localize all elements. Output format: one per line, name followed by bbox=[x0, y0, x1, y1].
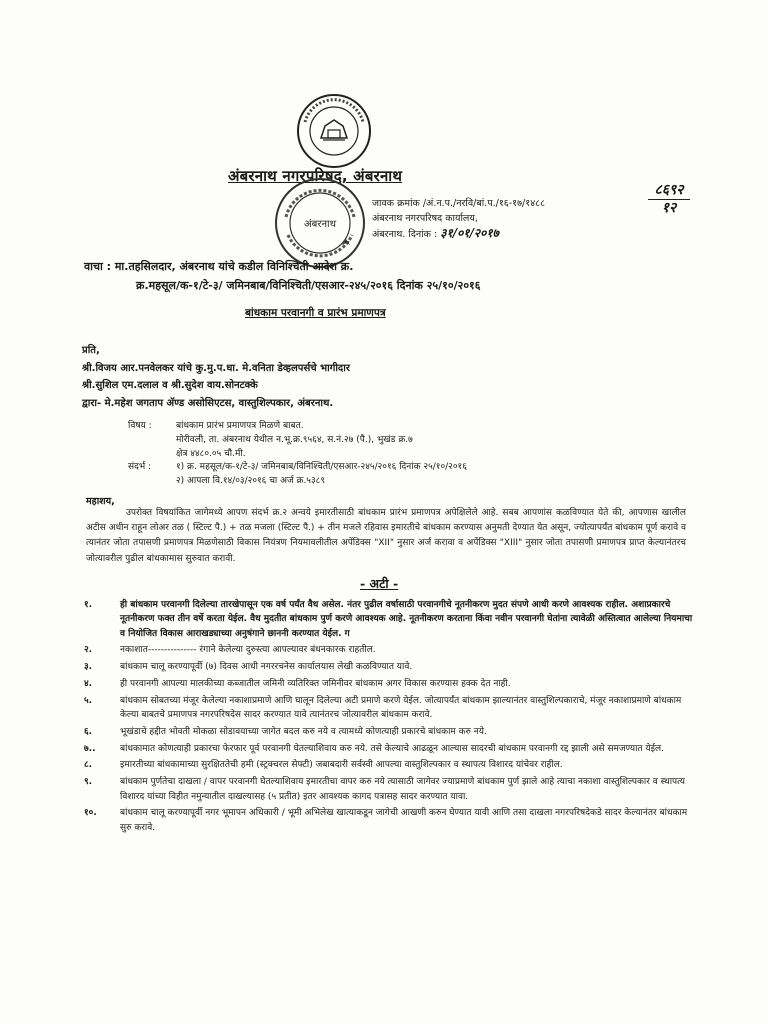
condition-text: बांधकाम चालू करण्यापूर्वी (७) दिवस आधी नगररचनेस कार्यालयास लेखी कळविण्यात यावे. bbox=[120, 662, 413, 673]
conditions-heading: - अटी - bbox=[360, 576, 399, 591]
condition-number: ४. bbox=[84, 678, 93, 689]
date-label: अंबरनाथ. दिनांक : bbox=[372, 229, 438, 240]
condition-item bbox=[84, 742, 696, 756]
subject-line-1: बांधकाम प्रारंभ प्रमाणपत्र मिळणे बाबत. bbox=[176, 421, 304, 431]
subject-line-2: मोरीवली, ता. अंबरनाथ येथील न.भू.क्र.९५६४, स.नं.२७ (पै.), भुखंड क्र.७ bbox=[176, 434, 413, 445]
handwritten-note-bottom: १२ bbox=[661, 200, 677, 216]
condition-text: बांधकाम पुर्णतेचा दाखला / वापर परवानगी घेतल्याशिवाय इमारतीचा वापर करु नये त्यासाठी जागेवर ज्याप्रमाणे बांधकाम पुर्ण झाले आहे त्याचा नकाशा वास्तुशिल्पकार व स्थापत्य विशारद यांच्या विहीत नमुन्यातील दाखल्यासह (५ प्रतीत) इतर आवश्यक कागद पत्रासह सादर करण्यात यावा. bbox=[120, 777, 685, 802]
condition-number: ७.. bbox=[84, 743, 96, 754]
addressee-line: श्री.सुशिल एम.दलाल व श्री.सुदेश वाय.सोनटक्के bbox=[82, 380, 258, 391]
condition-number: १. bbox=[84, 600, 93, 610]
reference-2: २) आपला वि.१४/०३/२०१६ चा अर्ज क्र.५३८९ bbox=[176, 476, 326, 487]
addressee-line: द्वारा- मे.महेश जगताप ॲण्ड असोसिएटस, वास्तुशिल्पकार, अंबरनाथ. bbox=[82, 397, 334, 409]
office-name: अंबरनाथ नगरपरिषद कार्यालय, bbox=[372, 212, 478, 224]
organisation-title: अंबरनाथ नगरपरिषद, अंबरनाथ bbox=[228, 167, 403, 185]
handwritten-note bbox=[648, 182, 690, 216]
stamp-center-text: अंबरनाथ bbox=[304, 219, 336, 230]
condition-text: इमारतीच्या बांधकामाच्या सुरक्षिततेची हमी (स्ट्रक्चरल सेफ्टी) जबाबदारी सर्वस्वी आपल्या वास्तुशिल्पकार व स्थापत्य विशारद यांचेवर राहील. bbox=[120, 760, 563, 771]
handwritten-note-top: ८६९२ bbox=[654, 182, 684, 198]
document-title: बांधकाम परवानगी व प्रारंभ प्रमाणपत्र bbox=[245, 307, 386, 319]
condition-text: बांधकाम चालू करण्यापूर्वी नगर भूमापन अधिकारी / भूमी अभिलेख खात्याकडून जागेची आखणी करुन घेण्यात यावी आणि तसा दाखला नगरपरिषदेकडे सादर केल्यानंतर बांधकाम सुरु करावे. bbox=[120, 808, 688, 833]
condition-number: ५. bbox=[84, 695, 93, 706]
subject-line-3: क्षेत्र ४४८०.०५ चौ.मी. bbox=[176, 448, 246, 459]
read-line-1: वाचा : मा.तहसिलदार, अंबरनाथ यांचे कडील विनिश्चिती आदेश क्र. bbox=[84, 260, 354, 273]
salutation: महाशय, bbox=[86, 496, 115, 507]
condition-number: ६. bbox=[84, 726, 93, 737]
condition-number: ८. bbox=[84, 760, 93, 771]
condition-text: नकाशात--------------- रंगाने केलेल्या दुरुस्त्या आपल्यावर बंधनकारक राहतील. bbox=[120, 645, 376, 656]
reference-1: १) क्र. महसूल/क-१/टे-३/ जमिनबाब/विनिश्चिती/एसआर-२४५/२०१६ दिनांक २५/१०/२०१६ bbox=[176, 462, 467, 473]
outward-number: जावक क्रमांक /अं.न.प./नरवि/बां.प./१६-१७/१४८८ bbox=[372, 198, 546, 209]
addressee-line: प्रति, bbox=[82, 345, 100, 356]
condition-item bbox=[84, 677, 696, 691]
date-line bbox=[372, 226, 545, 243]
subject-block bbox=[128, 420, 467, 489]
condition-item bbox=[84, 725, 696, 739]
condition-number: २. bbox=[84, 645, 93, 656]
read-reference bbox=[84, 257, 481, 295]
condition-item bbox=[84, 775, 696, 804]
condition-text: बांधकाम सोबतच्या मंजूर केलेल्या नकाशाप्रमाणे आणि घालून दिलेल्या अटी प्रमाणे करणे येईल. जोत्यापर्यंत बांधकाम झाल्यानंतर वास्तुशिल्पकाराचे, मंजूर नकाशाप्रमाणे बांधकाम केल्या बाबतचे प्रमाणपत्र नगरपरिषदेस सादर करण्यात यावे त्यानंतरच जोत्यावरील बांधकाम करावे. bbox=[120, 695, 682, 721]
intro-text: उपरोक्त विषयांकित जागेमध्ये आपण संदर्भ क्र.२ अन्वये इमारतीसाठी बांधकाम प्रारंभ प्रमाणपत्र अपेक्षिलेले आहे. सबब आपणांस कळविण्यात येते की, आपणास खालील अटीस अधीन राहून लोअर तळ ( स्टिल्ट पै.) + तळ मजला (स्टिल्ट पै.) + तीन मजले रहिवास इमारतीचे बांधकाम करण्यास अनुमती देण्यात येत असून, ज्योत्यापर्यंत बांधकाम पूर्ण करावे व त्यानंतर जोता तपासणी प्रमाणपत्र मिळणेसाठी विकास नियंत्रण नियमावलीतील अपेंडिक्स "XII" नुसार अर्ज करावा व अपेंडिक्स "XIII" नुसार जोता तपासणी प्रमाणपत्र प्राप्त केल्यानंतरच जोत्यावरील पुढील बांधकामास सुरुवात करावी. bbox=[86, 508, 686, 564]
condition-text: ही बांधकाम परवानगी दिलेल्या तारखेपासून एक वर्ष पर्यंत वैध असेल. नंतर पुढील वर्षासाठी परवानगीचे नूतनीकरण मुदत संपणे आधी करणे आवश्यक राहील. अशाप्रकारचे नूतनीकरण फक्त तीन वर्षे करता येईल. वैध मुदतीत बांधकाम पुर्ण करणे आवश्यक आहे. नूतनीकरण करताना किंवा नवीन परवानगी घेतांना त्यावेळी अस्तित्वात आलेल्या नियमाचा व नियोजित विकास आराखड्याच्या अनुषंगाने छाननी करण्यात येईल. ग bbox=[120, 600, 693, 639]
handwritten-date: ३१/०१/२०१७ bbox=[440, 226, 499, 240]
condition-item bbox=[84, 806, 696, 835]
condition-text: ही परवानगी आपल्या मालकीच्या कब्जातील जमिनी व्यतिरिक्त जमिनीवर बांधकाम अगर विकास करण्यास हक्क देत नाही. bbox=[120, 678, 511, 689]
condition-item bbox=[84, 758, 696, 772]
condition-item bbox=[84, 598, 696, 641]
intro-paragraph bbox=[86, 506, 686, 567]
condition-number: ३. bbox=[84, 662, 93, 673]
conditions-list bbox=[84, 598, 696, 837]
reference-label: संदर्भ : bbox=[128, 462, 152, 473]
condition-item bbox=[84, 643, 696, 657]
condition-text: भूखंडाचे हद्दीत भोवती मोकळा सोडावयाच्या जागेत बदल करु नये व त्यामध्ये कोणत्याही प्रकारचे बांधकाम करु नये. bbox=[120, 726, 487, 737]
reference-block bbox=[372, 197, 545, 243]
addressee-line: श्री.विजय आर.पनवेलकर यांचे कु.मु.प.धा. मे.वनिता डेव्हलपर्सचे भागीदार bbox=[82, 362, 350, 374]
subject-label: विषय : bbox=[128, 421, 152, 431]
condition-item bbox=[84, 660, 696, 674]
condition-number: ९. bbox=[84, 777, 93, 788]
condition-text: बांधकामात कोणत्याही प्रकारचा फेरफार पूर्व परवानगी घेतल्याशिवाय करु नये. तसे केल्याचे आढळून आल्यास सादरची बांधकाम परवानगी रद्द झाली असे समजण्यात येईल. bbox=[120, 743, 665, 754]
addressee-block bbox=[82, 342, 350, 412]
read-line-2: क्र.महसूल/क-१/टे-३/ जमिनबाब/विनिश्चिती/एसआर-२४५/२०१६ दिनांक २५/१०/२०१६ bbox=[136, 279, 481, 292]
municipal-seal-top bbox=[295, 92, 373, 170]
condition-number: १०. bbox=[84, 808, 97, 819]
condition-item bbox=[84, 694, 696, 723]
